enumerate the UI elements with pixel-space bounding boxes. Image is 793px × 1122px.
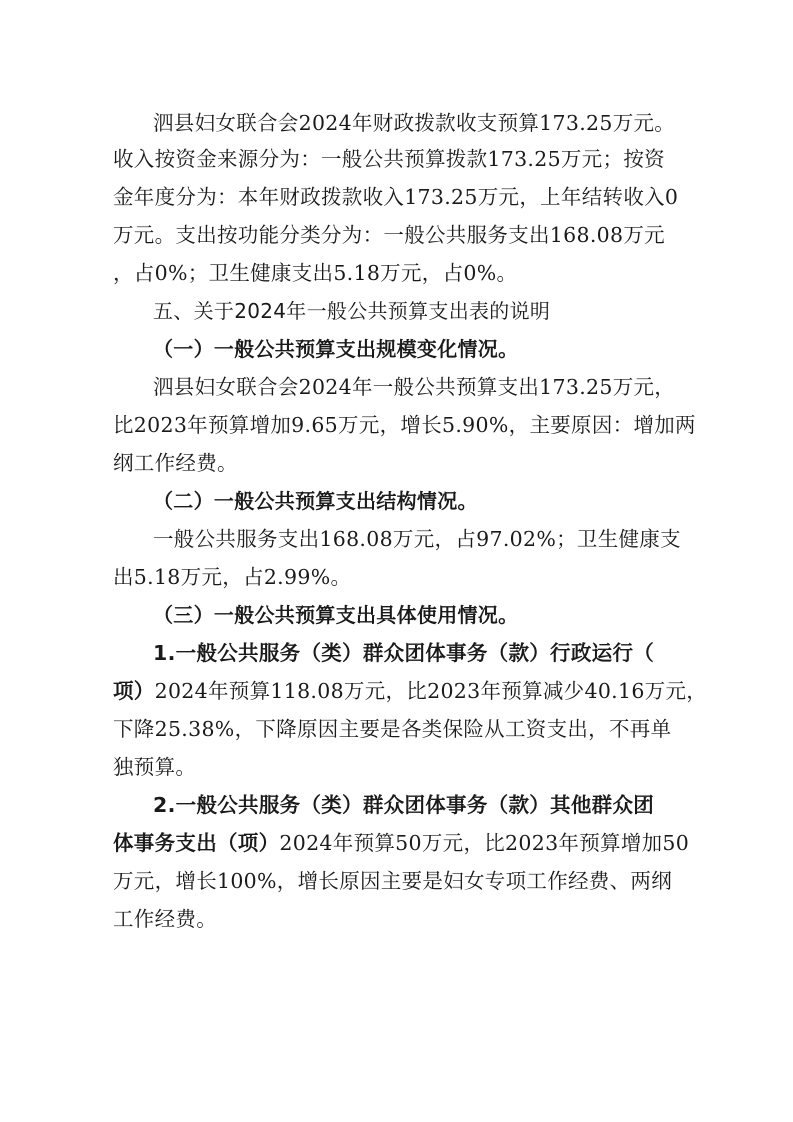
item2-line4: 工作经费。 (113, 907, 217, 931)
paragraph1-line2: 收入按资金来源分为：一般公共预算拨款173.25万元；按资 (113, 147, 665, 171)
item1-line2-rest: 2024年预算118.08万元，比2023年预算减少40.16万元， (154, 679, 708, 703)
sub3-title: （三）一般公共预算支出具体使用情况。 (153, 603, 519, 627)
item2-line3: 万元，增长100%，增长原因主要是妇女专项工作经费、两纲 (113, 869, 673, 893)
item2-line2-rest: 2024年预算50万元，比2023年预算增加50 (279, 831, 690, 855)
sub2-line1: 一般公共服务支出168.08万元，占97.02%；卫生健康支 (153, 527, 681, 551)
item1-line1: 1.一般公共服务（类）群众团体事务（款）行政运行（ (153, 641, 655, 665)
item1-line3: 下降25.38%，下降原因主要是各类保险从工资支出，不再单 (113, 717, 672, 741)
sub1-line1: 泗县妇女联合会2024年一般公共预算支出173.25万元， (153, 375, 676, 399)
item2-line2-bold: 体事务支出（项） (113, 831, 280, 855)
item1-line2 (113, 674, 708, 708)
sub1-title: （一）一般公共预算支出规模变化情况。 (153, 337, 519, 361)
paragraph1-line5: ，占0%；卫生健康支出5.18万元，占0%。 (113, 261, 518, 285)
item1-line2-bold: 项） (113, 679, 155, 703)
sub1-line3: 纲工作经费。 (113, 451, 238, 475)
sub1-line2: 比2023年预算增加9.65万元，增长5.90%，主要原因：增加两 (113, 413, 696, 437)
item1-line4: 独预算。 (113, 755, 197, 779)
paragraph1-line1: 泗县妇女联合会2024年财政拨款收支预算173.25万元。 (153, 111, 676, 135)
paragraph1-line4: 万元。支出按功能分类分为：一般公共服务支出168.08万元 (113, 223, 665, 247)
paragraph1-line3: 金年度分为：本年财政拨款收入173.25万元，上年结转收入0 (113, 185, 679, 209)
section5-title: 五、关于2024年一般公共预算支出表的说明 (153, 299, 551, 323)
sub2-line2: 出5.18万元，占2.99%。 (113, 565, 352, 589)
item2-line1: 2.一般公共服务（类）群众团体事务（款）其他群众团 (153, 793, 655, 817)
sub2-title: （二）一般公共预算支出结构情况。 (153, 489, 478, 513)
item2-line2 (113, 826, 693, 860)
